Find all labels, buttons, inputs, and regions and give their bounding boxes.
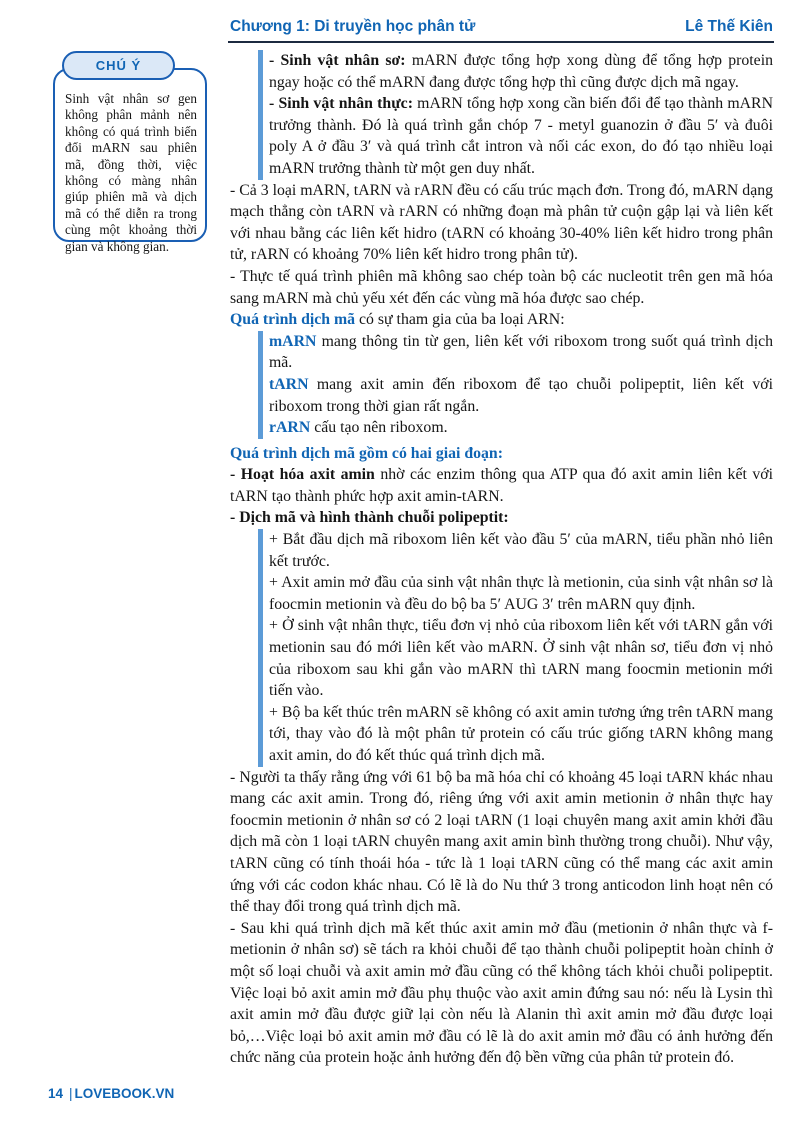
paragraph	[230, 266, 773, 309]
text-run: - Sau khi quá trình dịch mã kết thúc axit amin mở đầu (metionin ở nhân thực và f-metionin ở nhân sơ) sẽ tách ra khỏi chuỗi để tạo thành chuỗi polipeptit hoàn chỉnh ở một số loại chuỗi và axit amin mở đầu cũng có thể không tách khỏi chuỗi polipeptit. Việc loại bỏ axit amin mở đầu phụ thuộc vào axit amin đứng sau nó: nếu là Lysin thì axit amin mở đầu được giữ lại còn nếu là Alanin thì axit amin mở đầu được loại bỏ,…Việc loại bỏ axit amin mở đầu có lẽ là do axit amin mở đầu có ảnh hưởng đến chức năng của protein hoặc ảnh hưởng đến độ bền vững của phân tử protein đó.	[230, 919, 773, 1067]
author-name: Lê Thế Kiên	[685, 18, 773, 35]
paragraph	[269, 374, 773, 417]
text-run: - Hoạt hóa axit amin	[230, 466, 375, 484]
paragraph	[269, 572, 773, 615]
paragraph	[269, 702, 773, 767]
text-run: mARN được tổng hợp xong dùng để tổng hợp protein ngay hoặc có thể mARN đang được tổng hợp thì cũng được dịch mã ngay.	[269, 52, 773, 91]
text-run: Quá trình dịch mã gồm có hai giai đoạn:	[230, 444, 503, 462]
page-number: 14	[48, 1086, 64, 1101]
note-box	[53, 68, 207, 254]
text-run: + Ở sinh vật nhân thực, tiểu đơn vị nhỏ của riboxom liên kết với tARN gắn với metionin sau đó mới liên kết vào mARN. Ở sinh vật nhân sơ, tiểu đơn vị nhỏ của riboxom sau khi gắn vào mARN thì tARN mang foocmin metionin mới tiến vào.	[269, 617, 773, 700]
paragraph	[269, 529, 773, 572]
footer-separator: |	[69, 1086, 73, 1101]
text-run: rARN	[269, 419, 311, 437]
text-run: mARN tổng hợp xong cần biến đổi để tạo thành mARN trưởng thành. Đó là quá trình gắn chóp 7 - metyl guanozin ở đầu 5′ và đuôi poly A ở đầu 3′ và quá trình cắt intron và nối các exon, do đó tạo nhiều loại mARN trưởng thành từ một gen duy nhất.	[269, 95, 773, 177]
indented-block	[258, 529, 773, 767]
text-run: nhờ các enzim thông qua ATP qua đó axit amin liên kết với tARN tạo thành phức hợp axit amin-tARN.	[230, 466, 773, 505]
paragraph-block	[230, 180, 773, 331]
text-run: tARN	[269, 375, 309, 393]
paragraph	[230, 918, 773, 1069]
text-run: có sự tham gia của ba loại ARN:	[355, 311, 565, 329]
indented-block	[258, 331, 773, 439]
paragraph	[230, 507, 773, 529]
chapter-title: Chương 1: Di truyền học phân tử	[230, 18, 476, 35]
text-run: + Bộ ba kết thúc trên mARN sẽ không có axit amin tương ứng trên tARN mang tới, thay vào đó là một phân tử protein có cấu trúc giống tARN không mang axit amin, do đó kết thúc quá trình dịch mã.	[269, 703, 773, 764]
text-run: mARN	[269, 332, 317, 350]
paragraph	[269, 50, 773, 93]
text-run: - Sinh vật nhân thực:	[269, 95, 413, 113]
text-run: - Sinh vật nhân sơ:	[269, 52, 406, 69]
brand-name: LOVEBOOK.VN	[74, 1086, 175, 1101]
page-footer	[48, 1086, 174, 1101]
paragraph	[230, 767, 773, 918]
paragraph	[269, 615, 773, 701]
paragraph-block	[230, 767, 773, 1069]
text-run: - Người ta thấy rằng ứng với 61 bộ ba mã hóa chỉ có khoảng 45 loại tARN khác nhau mang các axit amin. Trong đó, riêng ứng với axit amin metionin ở nhân thực hay foocmin metionin ở nhân sơ có 2 loại tARN (1 loại chuyên mang axit amin khởi đầu dịch mã còn 1 loại tARN chuyên mang axit amin bình thường trong chuỗi). Như vậy, tARN cũng có tính thoái hóa - tức là 1 loại tARN cũng có thể mang các axit amin ứng với các codon khác nhau. Có lẽ là do Nu thứ 3 trong anticodon linh hoạt nên có thể thay đổi trong quá trình dịch mã.	[230, 768, 773, 916]
text-run: mang thông tin từ gen, liên kết với riboxom trong suốt quá trình dịch mã.	[269, 332, 773, 372]
text-run: + Bắt đầu dịch mã riboxom liên kết vào đầu 5′ của mARN, tiểu phần nhỏ liên kết trước.	[269, 531, 773, 570]
paragraph	[269, 417, 773, 439]
page-header	[230, 18, 773, 36]
text-run: cấu tạo nên riboxom.	[310, 419, 448, 437]
paragraph	[230, 309, 773, 331]
paragraph	[269, 93, 773, 179]
text-run: - Dịch mã và hình thành chuỗi polipeptit:	[230, 509, 509, 527]
text-run: Quá trình dịch mã	[230, 311, 356, 329]
paragraph-block	[230, 443, 773, 529]
text-run: - Thực tế quá trình phiên mã không sao chép toàn bộ các nucleotit trên gen mã hóa sang mARN mà chủ yếu xét đến các vùng mã hóa được sao chép.	[230, 267, 773, 307]
note-box-title: CHÚ Ý	[62, 51, 175, 80]
header-divider	[228, 41, 774, 43]
main-content	[230, 50, 773, 1069]
text-run: mang axit amin đến riboxom để tạo chuỗi polipeptit, liên kết với riboxom trong thời gian rất ngắn.	[269, 375, 773, 415]
note-box-text: Sinh vật nhân sơ gen không phân mảnh nên không có quá trình biến đổi mARN sau phiên mã, đồng thời, việc không có màng nhân giúp phiên mã và dịch mã có thể diễn ra trong cùng một khoảng thời gian và không gian.	[65, 91, 197, 254]
paragraph	[269, 331, 773, 374]
indented-block	[258, 50, 773, 180]
paragraph	[230, 464, 773, 507]
text-run: - Cả 3 loại mARN, tARN và rARN đều có cấu trúc mạch đơn. Trong đó, mARN dạng mạch thẳng còn tARN và rARN có những đoạn mà phân tử cuộn gập lại và liên kết với nhau bằng các liên kết hidro (tARN có khoảng 30-40% liên kết hidro trong phân tử, rARN có khoảng 70% liên kết hidro trong phân tử).	[230, 181, 773, 264]
text-run: + Axit amin mở đầu của sinh vật nhân thực là metionin, của sinh vật nhân sơ là foocmin metionin và đều do bộ ba 5′ AUG 3′ trên mARN quy định.	[269, 574, 773, 613]
paragraph	[230, 443, 773, 465]
paragraph	[230, 180, 773, 266]
